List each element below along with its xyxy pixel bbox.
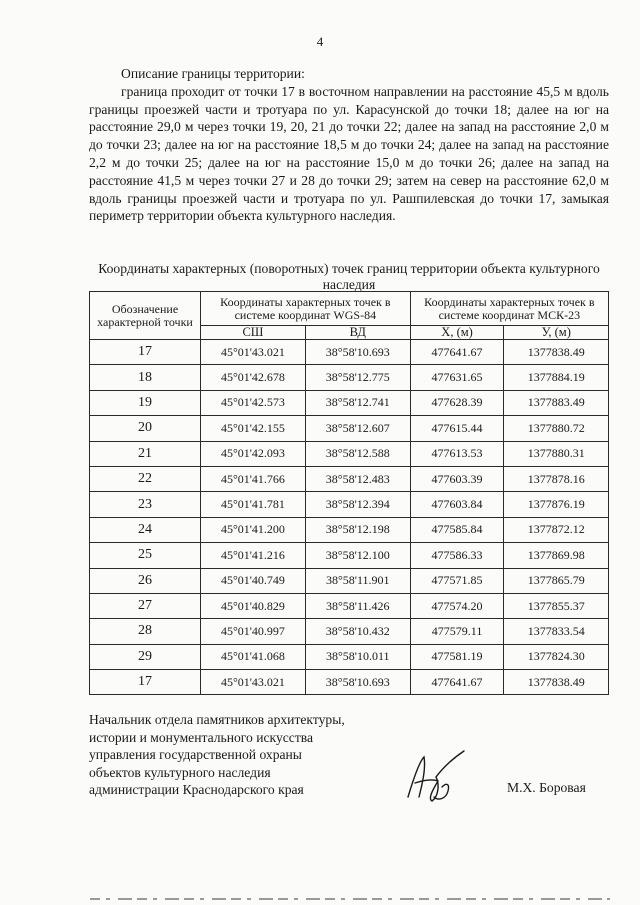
x-cell: 477574.20 (410, 593, 504, 618)
lat-cell: 45°01'42.678 (201, 365, 306, 390)
table-row (90, 390, 609, 415)
table-row (90, 593, 609, 618)
description-heading: Описание границы территории: (121, 66, 305, 81)
header-x: X, (м) (410, 326, 504, 340)
lat-cell: 45°01'42.093 (201, 441, 306, 466)
header-lat: СШ (201, 326, 306, 340)
x-cell: 477581.19 (410, 644, 504, 669)
y-cell: 1377838.49 (504, 670, 609, 695)
y-cell: 1377876.19 (504, 492, 609, 517)
y-cell: 1377855.37 (504, 593, 609, 618)
point-cell: 28 (90, 619, 201, 644)
y-cell: 1377824.30 (504, 644, 609, 669)
y-cell: 1377869.98 (504, 543, 609, 568)
point-cell: 23 (90, 492, 201, 517)
lon-cell: 38°58'12.588 (305, 441, 410, 466)
point-cell: 20 (90, 416, 201, 441)
lat-cell: 45°01'40.749 (201, 568, 306, 593)
x-cell: 477615.44 (410, 416, 504, 441)
signatory-line: управления государственной охраны (89, 747, 302, 762)
lon-cell: 38°58'11.426 (305, 593, 410, 618)
x-cell: 477603.39 (410, 466, 504, 491)
table-row (90, 441, 609, 466)
point-cell: 18 (90, 365, 201, 390)
lon-cell: 38°58'12.394 (305, 492, 410, 517)
point-cell: 17 (90, 670, 201, 695)
header-msk23: Координаты характерных точек в системе координат МСК-23 (410, 292, 608, 326)
lat-cell: 45°01'40.829 (201, 593, 306, 618)
signatory-block (89, 711, 345, 799)
scan-footer-marks (90, 895, 610, 903)
lat-cell: 45°01'43.021 (201, 340, 306, 365)
point-cell: 29 (90, 644, 201, 669)
table-row (90, 492, 609, 517)
table-row (90, 619, 609, 644)
signatory-line: истории и монументального искусства (89, 729, 314, 745)
y-cell: 1377883.49 (504, 390, 609, 415)
y-cell: 1377880.31 (504, 441, 609, 466)
y-cell: 1377838.49 (504, 340, 609, 365)
handwritten-signature (402, 747, 472, 807)
lon-cell: 38°58'10.693 (305, 340, 410, 365)
point-cell: 26 (90, 568, 201, 593)
lat-cell: 45°01'41.068 (201, 644, 306, 669)
x-cell: 477641.67 (410, 340, 504, 365)
header-lon: ВД (305, 326, 410, 340)
signatory-name: М.Х. Боровая (507, 780, 586, 795)
x-cell: 477631.65 (410, 365, 504, 390)
point-cell: 27 (90, 593, 201, 618)
signatory-line: администрации Краснодарского края (89, 782, 304, 797)
point-cell: 21 (90, 441, 201, 466)
table-row (90, 416, 609, 441)
x-cell: 477641.67 (410, 670, 504, 695)
x-cell: 477571.85 (410, 568, 504, 593)
lat-cell: 45°01'42.155 (201, 416, 306, 441)
lon-cell: 38°58'11.901 (305, 568, 410, 593)
y-cell: 1377878.16 (504, 466, 609, 491)
table-title: Координаты характерных (поворотных) точек границ территории объекта культурного наследия (98, 261, 600, 292)
lat-cell: 45°01'40.997 (201, 619, 306, 644)
x-cell: 477603.84 (410, 492, 504, 517)
y-cell: 1377872.12 (504, 517, 609, 542)
table-row (90, 644, 609, 669)
lat-cell: 45°01'42.573 (201, 390, 306, 415)
lon-cell: 38°58'12.100 (305, 543, 410, 568)
table-row (90, 365, 609, 390)
lon-cell: 38°58'12.775 (305, 365, 410, 390)
point-cell: 19 (90, 390, 201, 415)
header-wgs84: Координаты характерных точек в системе координат WGS-84 (201, 292, 411, 326)
y-cell: 1377884.19 (504, 365, 609, 390)
x-cell: 477585.84 (410, 517, 504, 542)
point-cell: 25 (90, 543, 201, 568)
header-designation: Обозначение характерной точки (90, 292, 201, 340)
header-y: У, (м) (504, 326, 609, 340)
description-body: граница проходит от точки 17 в восточном направлении на расстояние 45,5 м вдоль границы проезжей части и тротуара по ул. Карасунской до точки 18; далее на юг на расстояние 29,0 м через точки 19, 20, 21 до точки 22; далее на запад на расстояние 2,0 м до точки 23; далее на юг на расстояние 18,5 м до точки 24; далее на запад на расстояние 2,2 м до точки 25; далее на юг на расстояние 15,0 м до точки 26; далее на запад на расстояние 41,5 м через точки 27 и 28 до точки 29; затем на север на расстояние 62,0 м вдоль границы проезжей части и тротуара по ул. Рашпилевская до точки 17, замыкая периметр территории объекта культурного наследия. (89, 83, 609, 224)
table-row (90, 466, 609, 491)
lon-cell: 38°58'12.741 (305, 390, 410, 415)
boundary-description (89, 65, 609, 225)
y-cell: 1377865.79 (504, 568, 609, 593)
lat-cell: 45°01'43.021 (201, 670, 306, 695)
table-row (90, 543, 609, 568)
lon-cell: 38°58'10.432 (305, 619, 410, 644)
point-cell: 22 (90, 466, 201, 491)
x-cell: 477628.39 (410, 390, 504, 415)
lon-cell: 38°58'10.011 (305, 644, 410, 669)
signatory-line: объектов культурного наследия (89, 764, 271, 780)
lon-cell: 38°58'12.198 (305, 517, 410, 542)
table-row (90, 670, 609, 695)
lon-cell: 38°58'12.483 (305, 466, 410, 491)
y-cell: 1377833.54 (504, 619, 609, 644)
x-cell: 477586.33 (410, 543, 504, 568)
lat-cell: 45°01'41.200 (201, 517, 306, 542)
table-row (90, 568, 609, 593)
x-cell: 477613.53 (410, 441, 504, 466)
lon-cell: 38°58'12.607 (305, 416, 410, 441)
y-cell: 1377880.72 (504, 416, 609, 441)
signatory-line: Начальник отдела памятников архитектуры, (89, 712, 345, 727)
lat-cell: 45°01'41.781 (201, 492, 306, 517)
lat-cell: 45°01'41.766 (201, 466, 306, 491)
lon-cell: 38°58'10.693 (305, 670, 410, 695)
page-number: 4 (316, 34, 324, 49)
table-row (90, 340, 609, 365)
x-cell: 477579.11 (410, 619, 504, 644)
coordinates-table (89, 291, 609, 695)
lat-cell: 45°01'41.216 (201, 543, 306, 568)
point-cell: 17 (90, 340, 201, 365)
point-cell: 24 (90, 517, 201, 542)
table-row (90, 517, 609, 542)
